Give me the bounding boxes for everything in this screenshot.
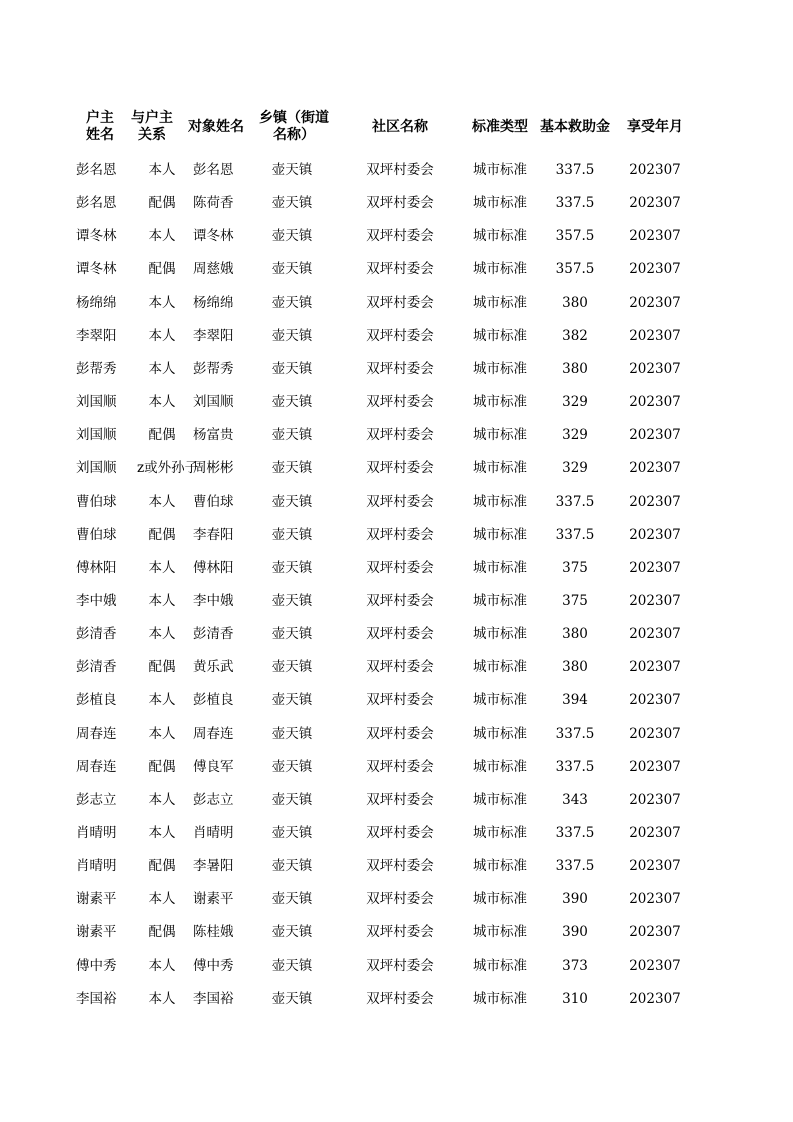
cell-township: 壶天镇 <box>271 559 313 576</box>
cell-standard-type: 城市标准 <box>473 990 527 1007</box>
cell-basic-allowance: 310 <box>562 990 588 1007</box>
cell-relationship: 本人 <box>148 990 176 1007</box>
cell-standard-type: 城市标准 <box>473 626 527 643</box>
table-row <box>0 817 793 850</box>
cell-standard-type: 城市标准 <box>473 659 527 676</box>
table-row <box>0 154 793 187</box>
cell-benefit-month: 202307 <box>629 858 681 875</box>
cell-relationship: 配偶 <box>148 427 176 444</box>
cell-basic-allowance: 337.5 <box>555 162 595 178</box>
table-row <box>0 419 793 452</box>
cell-recipient-name: 杨富贵 <box>193 427 234 444</box>
cell-standard-type: 城市标准 <box>473 394 527 411</box>
cell-township: 壶天镇 <box>271 261 313 278</box>
cell-basic-allowance: 337.5 <box>555 758 595 775</box>
cell-householder-name: 彭清香 <box>76 659 117 676</box>
cell-standard-type: 城市标准 <box>473 725 527 742</box>
table-row <box>0 983 793 1016</box>
table-row <box>0 220 793 253</box>
cell-standard-type: 城市标准 <box>473 526 527 543</box>
cell-householder-name: 肖晴明 <box>76 825 117 841</box>
cell-householder-name: 彭名恩 <box>76 195 117 212</box>
cell-relationship: 本人 <box>148 592 176 609</box>
header-relationship: 与户主 关系 <box>131 110 173 143</box>
cell-recipient-name: 傅良军 <box>193 758 234 775</box>
cell-township: 壶天镇 <box>271 791 313 808</box>
cell-basic-allowance: 357.5 <box>555 228 595 245</box>
cell-recipient-name: 谢素平 <box>193 891 234 908</box>
cell-standard-type: 城市标准 <box>473 228 527 245</box>
cell-householder-name: 周春连 <box>76 758 117 775</box>
cell-benefit-month: 202307 <box>629 990 681 1007</box>
table-row <box>0 320 793 353</box>
cell-community: 双坪村委会 <box>366 162 434 178</box>
cell-township: 壶天镇 <box>271 659 313 676</box>
cell-householder-name: 曹伯球 <box>76 493 117 510</box>
cell-community: 双坪村委会 <box>366 228 434 245</box>
cell-recipient-name: 李中娥 <box>193 592 234 609</box>
cell-standard-type: 城市标准 <box>473 858 527 875</box>
cell-recipient-name: 黄乐武 <box>193 659 234 676</box>
cell-relationship: 本人 <box>148 493 176 510</box>
cell-township: 壶天镇 <box>271 460 313 477</box>
cell-township: 壶天镇 <box>271 493 313 510</box>
cell-recipient-name: 谭冬林 <box>193 228 234 245</box>
cell-community: 双坪村委会 <box>366 858 434 875</box>
cell-township: 壶天镇 <box>271 360 313 377</box>
cell-community: 双坪村委会 <box>366 294 434 311</box>
cell-community: 双坪村委会 <box>366 327 434 344</box>
cell-basic-allowance: 373 <box>562 957 588 974</box>
cell-recipient-name: 彭志立 <box>193 791 234 808</box>
cell-township: 壶天镇 <box>271 228 313 245</box>
cell-householder-name: 彭清香 <box>76 626 117 643</box>
cell-relationship: 本人 <box>148 559 176 576</box>
cell-householder-name: 刘国顺 <box>76 427 117 444</box>
cell-community: 双坪村委会 <box>366 725 434 742</box>
cell-township: 壶天镇 <box>271 758 313 775</box>
cell-relationship: 配偶 <box>148 195 176 212</box>
cell-relationship: 本人 <box>148 891 176 908</box>
header-householder-name: 户主 姓名 <box>86 110 114 143</box>
cell-township: 壶天镇 <box>271 626 313 643</box>
cell-basic-allowance: 337.5 <box>555 858 595 875</box>
table-row <box>0 386 793 419</box>
cell-township: 壶天镇 <box>271 294 313 311</box>
cell-standard-type: 城市标准 <box>473 825 527 841</box>
cell-benefit-month: 202307 <box>629 261 681 278</box>
cell-standard-type: 城市标准 <box>473 261 527 278</box>
cell-township: 壶天镇 <box>271 957 313 974</box>
cell-relationship: 本人 <box>148 725 176 742</box>
cell-relationship: 本人 <box>148 791 176 808</box>
cell-recipient-name: 周彬彬 <box>193 460 234 477</box>
cell-basic-allowance: 375 <box>562 592 588 609</box>
cell-householder-name: 曹伯球 <box>76 526 117 543</box>
cell-householder-name: 刘国顺 <box>76 460 117 477</box>
cell-relationship: 配偶 <box>148 526 176 543</box>
cell-relationship: 配偶 <box>148 758 176 775</box>
cell-basic-allowance: 375 <box>562 559 588 576</box>
cell-relationship: 本人 <box>148 825 176 841</box>
cell-community: 双坪村委会 <box>366 659 434 676</box>
cell-relationship: z或外孙子 <box>137 460 199 477</box>
cell-relationship: 配偶 <box>148 858 176 875</box>
cell-standard-type: 城市标准 <box>473 294 527 311</box>
header-standard-type: 标准类型 <box>472 118 528 135</box>
cell-basic-allowance: 380 <box>562 294 588 311</box>
cell-relationship: 配偶 <box>148 924 176 941</box>
table-header <box>0 104 793 150</box>
cell-standard-type: 城市标准 <box>473 195 527 212</box>
cell-relationship: 本人 <box>148 957 176 974</box>
cell-standard-type: 城市标准 <box>473 493 527 510</box>
cell-basic-allowance: 337.5 <box>555 195 595 212</box>
cell-community: 双坪村委会 <box>366 460 434 477</box>
table-row <box>0 452 793 485</box>
cell-benefit-month: 202307 <box>629 195 681 212</box>
table-row <box>0 253 793 286</box>
cell-relationship: 配偶 <box>148 659 176 676</box>
cell-relationship: 本人 <box>148 692 176 709</box>
cell-relationship: 本人 <box>148 394 176 411</box>
cell-township: 壶天镇 <box>271 195 313 212</box>
cell-community: 双坪村委会 <box>366 758 434 775</box>
cell-recipient-name: 肖晴明 <box>193 825 234 841</box>
cell-recipient-name: 李国裕 <box>193 990 234 1007</box>
cell-basic-allowance: 357.5 <box>555 261 595 278</box>
cell-benefit-month: 202307 <box>629 791 681 808</box>
cell-standard-type: 城市标准 <box>473 957 527 974</box>
cell-basic-allowance: 380 <box>562 360 588 377</box>
cell-township: 壶天镇 <box>271 858 313 875</box>
cell-benefit-month: 202307 <box>629 891 681 908</box>
cell-standard-type: 城市标准 <box>473 327 527 344</box>
table-row <box>0 784 793 817</box>
table-row <box>0 651 793 684</box>
cell-standard-type: 城市标准 <box>473 592 527 609</box>
header-basic-allowance: 基本救助金 <box>540 118 610 135</box>
table-row <box>0 718 793 751</box>
cell-basic-allowance: 337.5 <box>555 526 595 543</box>
cell-recipient-name: 彭帮秀 <box>193 360 234 377</box>
table-row <box>0 585 793 618</box>
cell-community: 双坪村委会 <box>366 891 434 908</box>
cell-standard-type: 城市标准 <box>473 758 527 775</box>
cell-community: 双坪村委会 <box>366 360 434 377</box>
cell-householder-name: 谭冬林 <box>76 261 117 278</box>
cell-community: 双坪村委会 <box>366 957 434 974</box>
cell-householder-name: 刘国顺 <box>76 394 117 411</box>
cell-relationship: 配偶 <box>148 261 176 278</box>
cell-community: 双坪村委会 <box>366 526 434 543</box>
cell-community: 双坪村委会 <box>366 626 434 643</box>
cell-householder-name: 彭植良 <box>76 692 117 709</box>
cell-recipient-name: 周春连 <box>193 725 234 742</box>
cell-householder-name: 肖晴明 <box>76 858 117 875</box>
cell-community: 双坪村委会 <box>366 195 434 212</box>
cell-householder-name: 傅林阳 <box>76 559 117 576</box>
cell-recipient-name: 曹伯球 <box>193 493 234 510</box>
cell-benefit-month: 202307 <box>629 692 681 709</box>
cell-recipient-name: 陈荷香 <box>193 195 234 212</box>
cell-standard-type: 城市标准 <box>473 891 527 908</box>
cell-benefit-month: 202307 <box>629 592 681 609</box>
cell-standard-type: 城市标准 <box>473 162 527 178</box>
cell-basic-allowance: 390 <box>562 891 588 908</box>
cell-community: 双坪村委会 <box>366 261 434 278</box>
cell-benefit-month: 202307 <box>629 327 681 344</box>
cell-benefit-month: 202307 <box>629 559 681 576</box>
cell-householder-name: 傅中秀 <box>76 957 117 974</box>
cell-township: 壶天镇 <box>271 592 313 609</box>
cell-recipient-name: 彭名恩 <box>193 162 234 178</box>
cell-benefit-month: 202307 <box>629 360 681 377</box>
cell-recipient-name: 李春阳 <box>193 526 234 543</box>
cell-community: 双坪村委会 <box>366 791 434 808</box>
cell-householder-name: 李翠阳 <box>76 327 117 344</box>
cell-community: 双坪村委会 <box>366 692 434 709</box>
cell-standard-type: 城市标准 <box>473 460 527 477</box>
cell-standard-type: 城市标准 <box>473 360 527 377</box>
table-row <box>0 751 793 784</box>
header-recipient-name: 对象姓名 <box>188 118 244 135</box>
cell-benefit-month: 202307 <box>629 493 681 510</box>
cell-community: 双坪村委会 <box>366 427 434 444</box>
cell-basic-allowance: 329 <box>562 427 588 444</box>
table-row <box>0 618 793 651</box>
cell-householder-name: 谢素平 <box>76 924 117 941</box>
cell-township: 壶天镇 <box>271 427 313 444</box>
cell-community: 双坪村委会 <box>366 394 434 411</box>
cell-standard-type: 城市标准 <box>473 692 527 709</box>
cell-benefit-month: 202307 <box>629 626 681 643</box>
cell-relationship: 本人 <box>148 626 176 643</box>
cell-community: 双坪村委会 <box>366 924 434 941</box>
cell-recipient-name: 刘国顺 <box>193 394 234 411</box>
cell-community: 双坪村委会 <box>366 825 434 841</box>
cell-relationship: 本人 <box>148 162 176 178</box>
cell-basic-allowance: 343 <box>562 791 588 808</box>
table-row <box>0 353 793 386</box>
cell-recipient-name: 傅中秀 <box>193 957 234 974</box>
cell-standard-type: 城市标准 <box>473 427 527 444</box>
cell-basic-allowance: 394 <box>562 692 588 709</box>
cell-benefit-month: 202307 <box>629 659 681 676</box>
table-row <box>0 684 793 717</box>
header-township: 乡镇（街道 名称） <box>259 110 329 143</box>
cell-householder-name: 杨绵绵 <box>76 294 117 311</box>
cell-basic-allowance: 380 <box>562 659 588 676</box>
cell-recipient-name: 李翠阳 <box>193 327 234 344</box>
table-row <box>0 883 793 916</box>
cell-township: 壶天镇 <box>271 692 313 709</box>
table-row <box>0 850 793 883</box>
cell-benefit-month: 202307 <box>629 924 681 941</box>
cell-standard-type: 城市标准 <box>473 924 527 941</box>
cell-benefit-month: 202307 <box>629 758 681 775</box>
cell-basic-allowance: 337.5 <box>555 493 595 510</box>
cell-householder-name: 李国裕 <box>76 990 117 1007</box>
cell-community: 双坪村委会 <box>366 990 434 1007</box>
cell-basic-allowance: 329 <box>562 394 588 411</box>
cell-benefit-month: 202307 <box>629 460 681 477</box>
cell-benefit-month: 202307 <box>629 394 681 411</box>
table-row <box>0 950 793 983</box>
cell-benefit-month: 202307 <box>629 294 681 311</box>
cell-basic-allowance: 380 <box>562 626 588 643</box>
cell-relationship: 本人 <box>148 228 176 245</box>
table-row <box>0 287 793 320</box>
cell-householder-name: 彭帮秀 <box>76 360 117 377</box>
cell-township: 壶天镇 <box>271 394 313 411</box>
cell-benefit-month: 202307 <box>629 825 681 841</box>
cell-township: 壶天镇 <box>271 924 313 941</box>
cell-community: 双坪村委会 <box>366 559 434 576</box>
cell-community: 双坪村委会 <box>366 592 434 609</box>
cell-householder-name: 李中娥 <box>76 592 117 609</box>
cell-benefit-month: 202307 <box>629 162 681 178</box>
cell-householder-name: 谢素平 <box>76 891 117 908</box>
cell-basic-allowance: 337.5 <box>555 725 595 742</box>
cell-recipient-name: 周慈娥 <box>193 261 234 278</box>
cell-basic-allowance: 382 <box>562 327 588 344</box>
cell-relationship: 本人 <box>148 294 176 311</box>
table-row <box>0 486 793 519</box>
cell-recipient-name: 杨绵绵 <box>193 294 234 311</box>
header-community: 社区名称 <box>372 118 428 135</box>
header-benefit-month: 享受年月 <box>627 118 683 135</box>
cell-recipient-name: 彭清香 <box>193 626 234 643</box>
cell-township: 壶天镇 <box>271 327 313 344</box>
cell-standard-type: 城市标准 <box>473 791 527 808</box>
table-row <box>0 519 793 552</box>
cell-householder-name: 彭名恩 <box>76 162 117 178</box>
cell-benefit-month: 202307 <box>629 957 681 974</box>
cell-benefit-month: 202307 <box>629 228 681 245</box>
cell-recipient-name: 傅林阳 <box>193 559 234 576</box>
cell-standard-type: 城市标准 <box>473 559 527 576</box>
cell-township: 壶天镇 <box>271 162 313 178</box>
cell-township: 壶天镇 <box>271 725 313 742</box>
cell-recipient-name: 李暑阳 <box>193 858 234 875</box>
cell-community: 双坪村委会 <box>366 493 434 510</box>
cell-householder-name: 彭志立 <box>76 791 117 808</box>
table-row <box>0 187 793 220</box>
cell-householder-name: 周春连 <box>76 725 117 742</box>
cell-recipient-name: 彭植良 <box>193 692 234 709</box>
cell-basic-allowance: 329 <box>562 460 588 477</box>
cell-relationship: 本人 <box>148 327 176 344</box>
cell-basic-allowance: 390 <box>562 924 588 941</box>
cell-township: 壶天镇 <box>271 825 313 841</box>
table-row <box>0 552 793 585</box>
cell-benefit-month: 202307 <box>629 526 681 543</box>
cell-householder-name: 谭冬林 <box>76 228 117 245</box>
cell-basic-allowance: 337.5 <box>555 825 595 841</box>
cell-township: 壶天镇 <box>271 526 313 543</box>
cell-relationship: 本人 <box>148 360 176 377</box>
cell-benefit-month: 202307 <box>629 427 681 444</box>
table-row <box>0 916 793 949</box>
cell-recipient-name: 陈桂娥 <box>193 924 234 941</box>
cell-township: 壶天镇 <box>271 891 313 908</box>
cell-township: 壶天镇 <box>271 990 313 1007</box>
cell-benefit-month: 202307 <box>629 725 681 742</box>
